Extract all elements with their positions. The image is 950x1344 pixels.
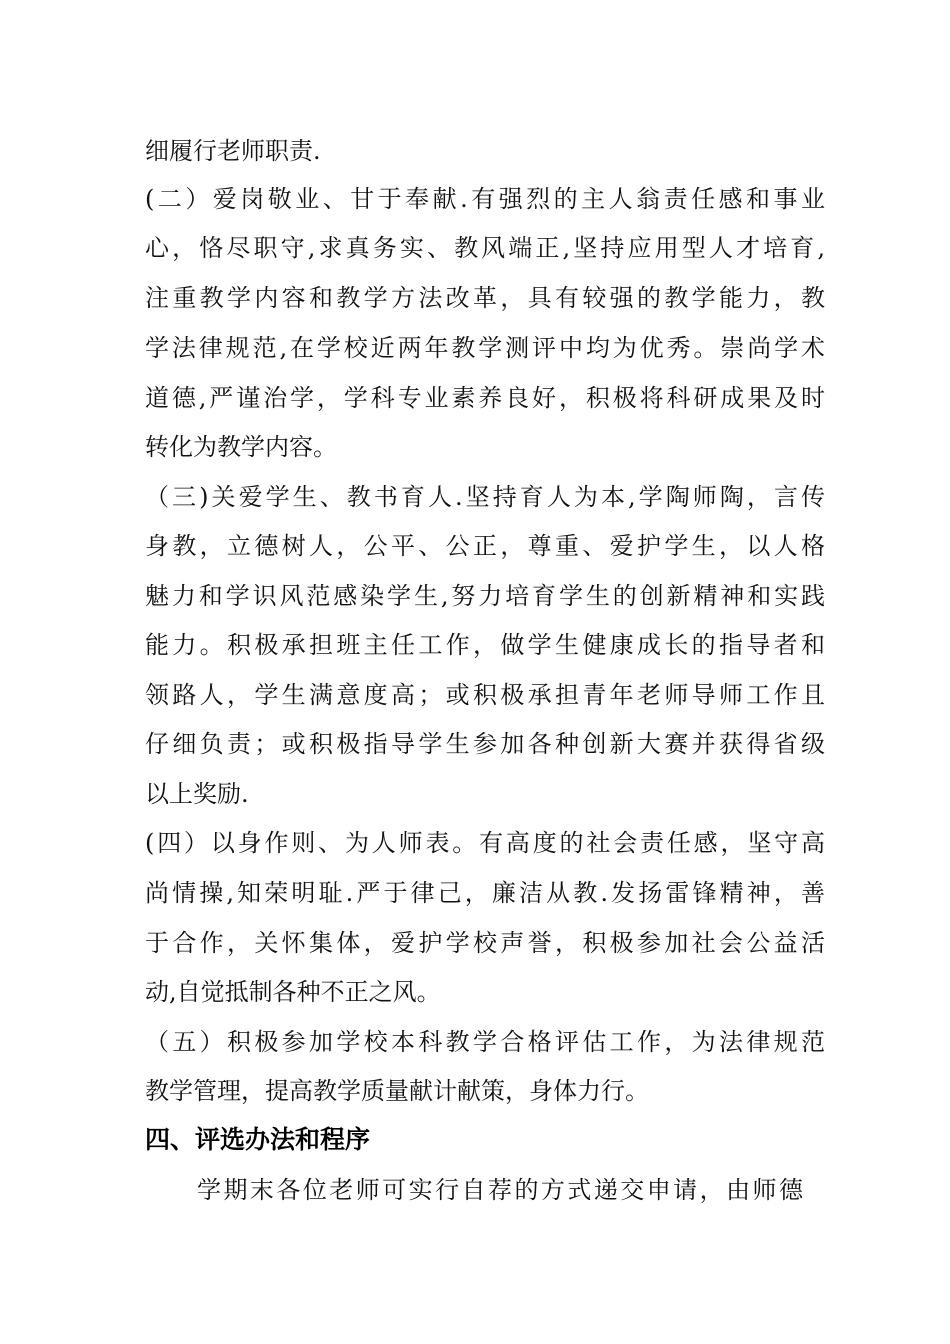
text-line: 仔细负责；或积极指导学生参加各种创新大赛并获得省级 [145, 730, 825, 758]
text-line: 注重教学内容和教学方法改革，具有较强的教学能力，教 [145, 284, 825, 312]
text-line: （五）积极参加学校本科教学合格评估工作，为法律规范 [145, 1028, 825, 1056]
text-line: 动,自觉抵制各种不正之风。 [145, 978, 441, 1006]
text-line: （三)关爱学生、教书育人.坚持育人为本,学陶师陶，言传 [145, 483, 825, 511]
section-heading: 四、评选办法和程序 [145, 1125, 371, 1154]
text-line: 身教，立德树人，公平、公正，尊重、爱护学生，以人格 [145, 532, 825, 560]
text-line: 转化为教学内容。 [145, 433, 337, 461]
text-line: 细履行老师职责. [145, 137, 321, 165]
text-line: 尚情操,知荣明耻.严于律己，廉洁从教.发扬雷锋精神，善 [145, 879, 825, 907]
text-line: 于合作，关怀集体，爱护学校声誉，积极参加社会公益活 [145, 929, 825, 957]
text-line: (二）爱岗敬业、甘于奉献.有强烈的主人翁责任感和事业 [145, 185, 825, 213]
text-line: 以上奖励. [145, 780, 249, 808]
text-line: 魅力和学识风范感染学生,努力培育学生的创新精神和实践 [145, 582, 825, 610]
text-line: 道德,严谨治学，学科专业素养良好，积极将科研成果及时 [145, 384, 825, 412]
text-line: 领路人，学生满意度高；或积极承担青年老师导师工作且 [145, 681, 825, 709]
text-line: 学期末各位老师可实行自荐的方式递交申请，由师德 [197, 1176, 803, 1204]
text-line: 心，恪尽职守,求真务实、教风端正,坚持应用型人才培育, [145, 234, 825, 262]
text-line: (四）以身作则、为人师表。有高度的社会责任感，坚守高 [145, 829, 825, 857]
text-line: 能力。积极承担班主任工作，做学生健康成长的指导者和 [145, 631, 825, 659]
text-line: 教学管理，提高教学质量献计献策，身体力行。 [145, 1077, 649, 1105]
text-line: 学法律规范,在学校近两年教学测评中均为优秀。崇尚学术 [145, 334, 825, 362]
